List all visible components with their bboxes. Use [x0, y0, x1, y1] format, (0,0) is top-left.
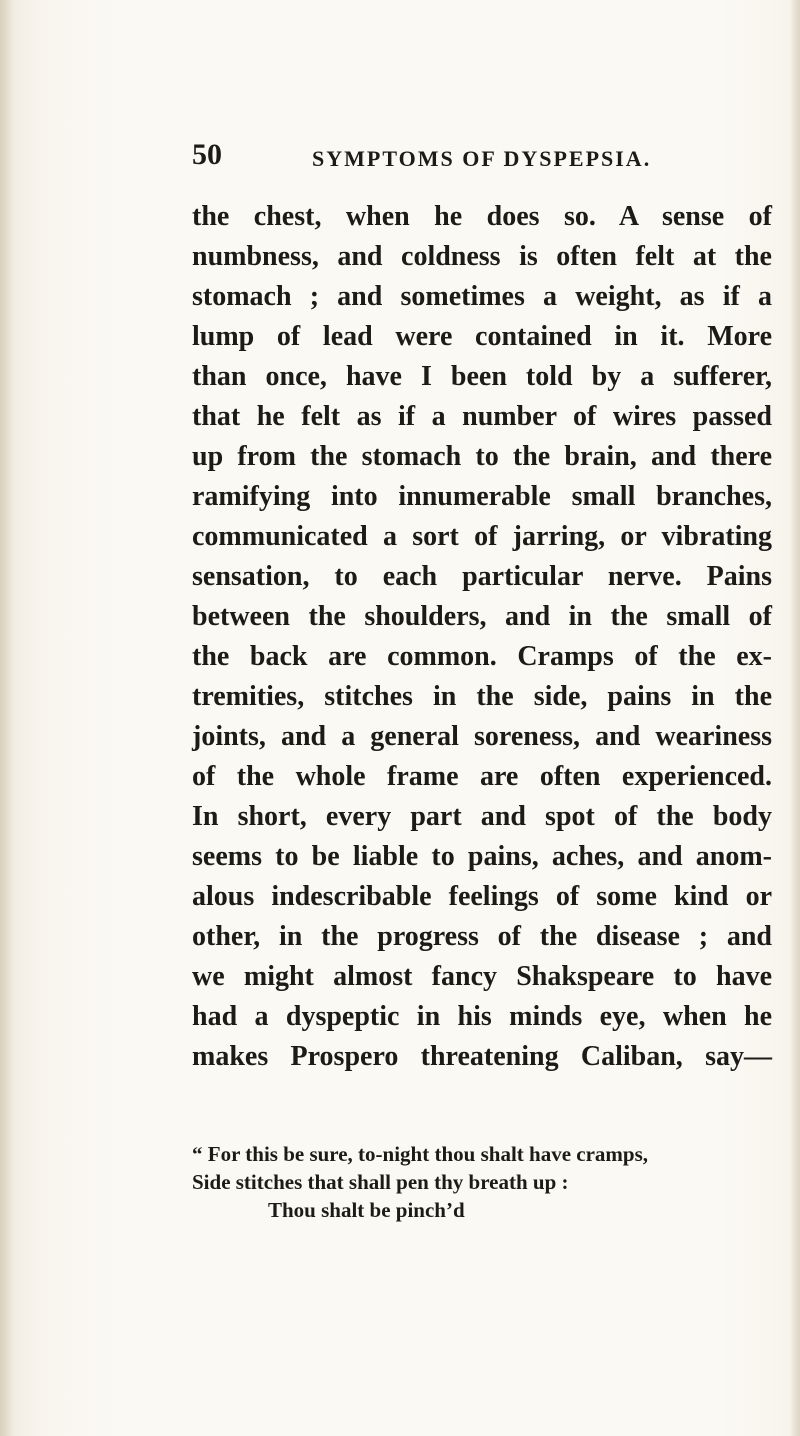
text-line: the back are common. Cramps of the ex- [192, 641, 772, 672]
text-line: sensation, to each particular nerve. Pains [192, 561, 772, 592]
page-header [192, 138, 752, 182]
text-line: tremities, stitches in the side, pains in the [192, 681, 772, 712]
text-line: other, in the progress of the disease ; and [192, 921, 772, 952]
text-line: ramifying into innumerable small branches, [192, 481, 772, 512]
quote-line: Thou shalt be pinch’d [268, 1198, 465, 1222]
text-line: stomach ; and sometimes a weight, as if a [192, 281, 772, 312]
running-title: SYMPTOMS OF DYSPEPSIA. [312, 146, 652, 171]
text-line: communicated a sort of jarring, or vibrating [192, 521, 772, 552]
text-line: makes Prospero threatening Caliban, say— [192, 1041, 772, 1072]
text-line: the chest, when he does so. A sense of [192, 201, 772, 232]
text-line: we might almost fancy Shakspeare to have [192, 961, 772, 992]
text-line: that he felt as if a number of wires passed [192, 401, 772, 432]
quote-line: “ For this be sure, to-night thou shalt have cramps, [192, 1142, 649, 1166]
text-line: seems to be liable to pains, aches, and anom- [192, 841, 772, 872]
text-line: In short, every part and spot of the body [192, 801, 772, 832]
text-line: than once, have I been told by a sufferer, [192, 361, 772, 392]
body-text [192, 197, 772, 1077]
text-line: alous indescribable feelings of some kind or [192, 881, 772, 912]
text-line: had a dyspeptic in his minds eye, when he [192, 1001, 772, 1032]
text-line: of the whole frame are often experienced. [192, 761, 772, 792]
quote-line: Side stitches that shall pen thy breath up : [192, 1170, 569, 1194]
text-line: between the shoulders, and in the small of [192, 601, 772, 632]
page-edge [790, 0, 800, 1436]
binding-edge [0, 0, 14, 1436]
page-number: 50 [192, 138, 222, 171]
verse-quote [192, 1140, 782, 1224]
text-line: joints, and a general soreness, and weariness [192, 721, 772, 752]
text-line: up from the stomach to the brain, and there [192, 441, 772, 472]
text-line: numbness, and coldness is often felt at the [192, 241, 772, 272]
text-line: lump of lead were contained in it. More [192, 321, 772, 352]
